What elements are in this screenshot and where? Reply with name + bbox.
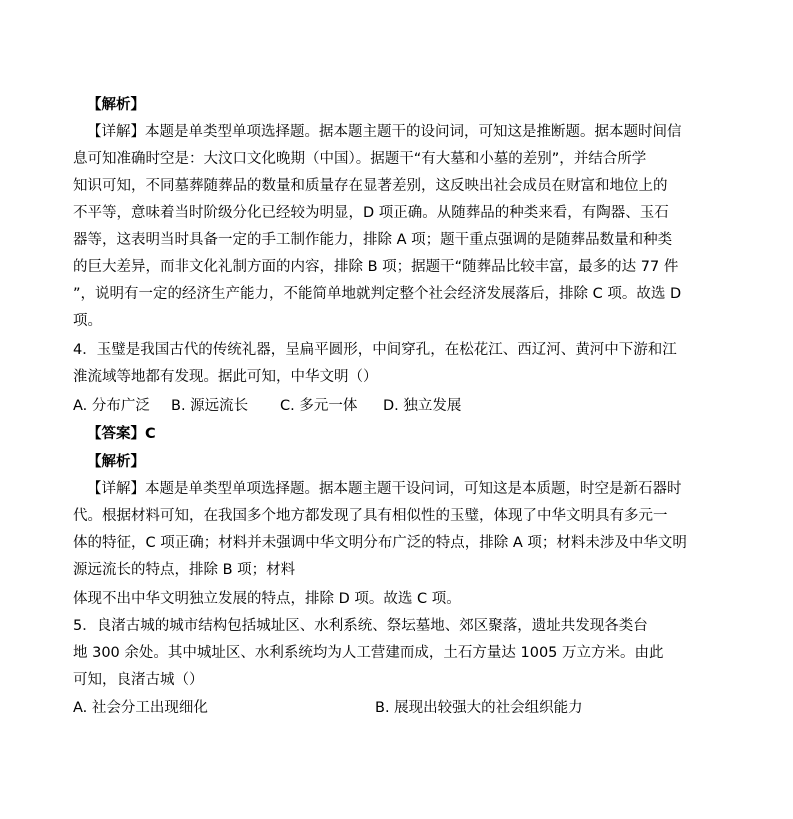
q3-analysis-heading: 【解析】 [87, 97, 145, 113]
q3-analysis-line: 器等，这表明当时具备一定的手工制作能力，排除 A 项；题干重点强调的是随葬品数量和种类 [73, 232, 673, 248]
q4-option-b: B. 源远流长 [171, 398, 249, 414]
q5-stem-line: 5．良渚古城的城市结构包括城址区、水利系统、祭坛墓地、郊区聚落，遗址共发现各类台 [73, 618, 648, 634]
q4-analysis-line: 代。根据材料可知，在我国多个地方都发现了具有相似性的玉璧，体现了中华文明具有多元一 [73, 508, 668, 524]
q5-option-a: A. 社会分工出现细化 [73, 700, 208, 716]
q3-analysis-line: ”，说明有一定的经济生产能力，不能简单地就判定整个社会经济发展落后，排除 C 项。故选 D [73, 286, 682, 302]
q5-stem-line: 可知，良渚古城（） [73, 672, 204, 688]
q4-analysis-heading: 【解析】 [87, 454, 145, 470]
q4-option-d: D. 独立发展 [383, 398, 462, 414]
q4-stem-line: 4．玉璧是我国古代的传统礼器，呈扁平圆形，中间穿孔，在松花江、西辽河、黄河中下游和江 [73, 342, 677, 358]
q4-option-a: A. 分布广泛 [73, 398, 150, 414]
q4-analysis-line: 体现不出中华文明独立发展的特点，排除 D 项。故选 C 项。 [73, 591, 461, 607]
q3-analysis-line: 知识可知，不同墓葬随葬品的数量和质量存在显著差别，这反映出社会成员在财富和地位上的 [73, 178, 668, 194]
q4-stem-line: 淮流域等地都有发现。据此可知，中华文明（） [73, 369, 378, 385]
q3-analysis-line: 的巨大差异，而非文化礼制方面的内容，排除 B 项；据题干“随葬品比较丰富，最多的达 77 件 [73, 259, 679, 275]
q4-analysis-line: 体的特征，C 项正确；材料并未强调中华文明分布广泛的特点，排除 A 项；材料未涉及中华文明 [73, 535, 687, 551]
q5-stem-line: 地 300 余处。其中城址区、水利系统均为人工营建而成，土石方量达 1005 万立方米。由此 [73, 645, 664, 661]
q4-answer: 【答案】C [87, 426, 156, 442]
q3-analysis-line: 项。 [73, 313, 102, 329]
q3-analysis-line: 【详解】本题是单类型单项选择题。据本题主题干的设问词，可知这是推断题。据本题时间信 [87, 124, 682, 140]
q4-analysis-line: 源远流长的特点，排除 B 项；材料 [73, 562, 296, 578]
q4-option-c: C. 多元一体 [280, 398, 358, 414]
q4-analysis-line: 【详解】本题是单类型单项选择题。据本题主题干设问词，可知这是本质题，时空是新石器时 [87, 481, 682, 497]
q5-option-b: B. 展现出较强大的社会组织能力 [375, 700, 583, 716]
q3-analysis-line: 不平等，意味着当时阶级分化已经较为明显，D 项正确。从随葬品的种类来看，有陶器、玉石 [73, 205, 669, 221]
q3-analysis-line: 息可知准确时空是：大汶口文化晚期（中国）。据题干“有大墓和小墓的差别”，并结合所学 [73, 151, 647, 167]
